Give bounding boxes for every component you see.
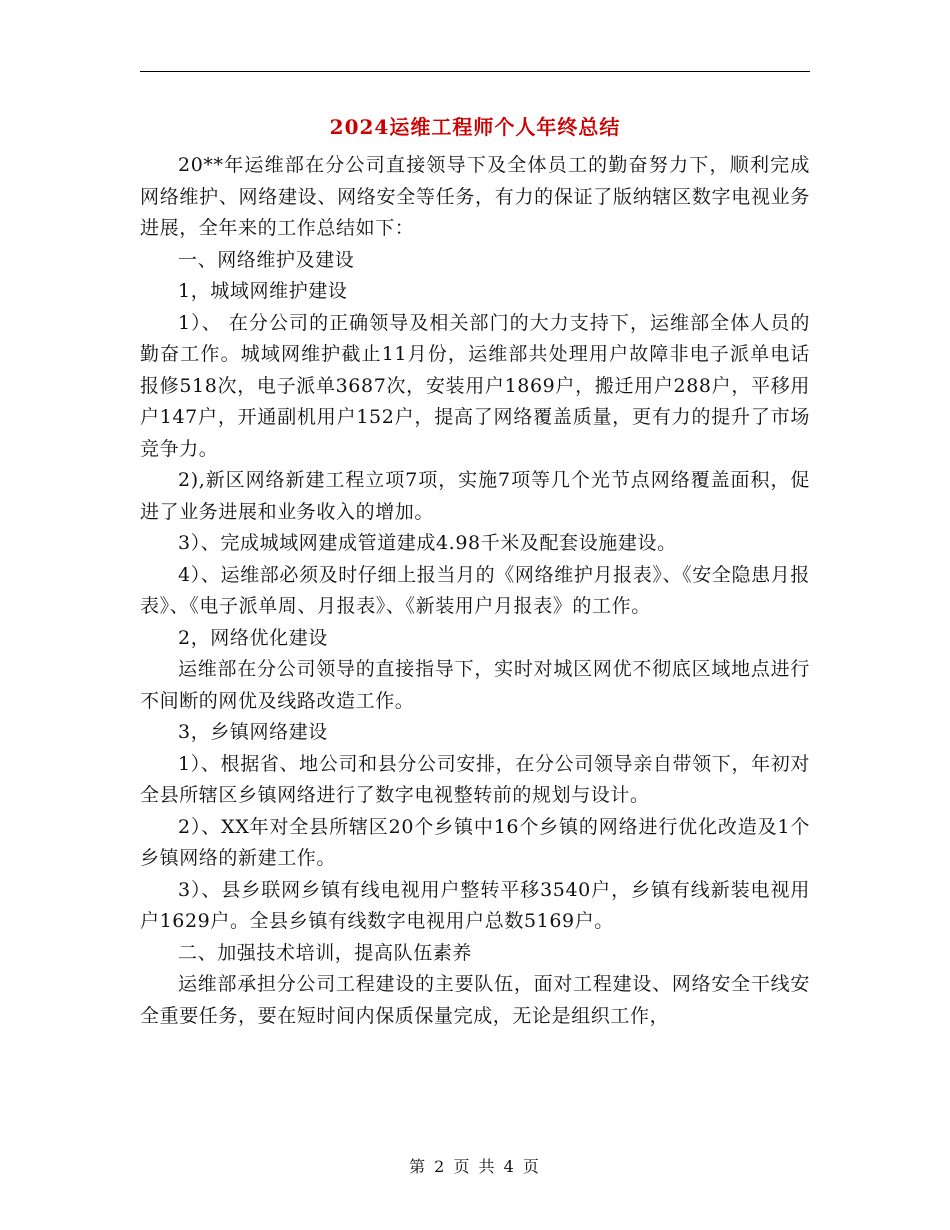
document-title: 2024运维工程师个人年终总结 <box>329 115 621 139</box>
paragraph-item: 2）、XX年对全县所辖区20个乡镇中16个乡镇的网络进行优化改造及1个乡镇网络的新建工作。 <box>140 815 810 869</box>
document-body <box>140 150 810 1032</box>
paragraph-item: 运维部在分公司领导的直接指导下，实时对城区网优不彻底区域地点进行不间断的网优及线路改造工作。 <box>140 658 810 712</box>
header-rule <box>140 71 810 72</box>
paragraph-item: 3）、完成城域网建成管道建成4.98千米及配套设施建设。 <box>178 532 677 554</box>
paragraph-item: 4）、运维部必须及时仔细上报当月的《网络维护月报表》、《安全隐患月报表》、《电子派单周、月报表》、《新装用户月报表》的工作。 <box>140 563 810 617</box>
section-heading-2: 二、加强技术培训，提高队伍素养 <box>178 941 473 964</box>
subsection-heading-3: 3，乡镇网络建设 <box>178 721 328 743</box>
subsection-heading-2: 2，网络优化建设 <box>178 626 328 649</box>
paragraph-item: 1）、 在分公司的正确领导及相关部门的大力支持下，运维部全体人员的勤奋工作。城域网维护截止11月份，运维部共处理用户故障非电子派单电话报修518次，电子派单3687次，安装用户1869户，搬迁用户288户，平移用户147户，开通副机用户152户，提高了网络覆盖质量，更有力的提升了市场竞争力。 <box>140 311 810 460</box>
paragraph-item: 3）、县乡联网乡镇有线电视用户整转平移3540户，乡镇有线新装电视用户1629户。全县乡镇有线数字电视用户总数5169户。 <box>140 878 810 932</box>
section-heading-1: 一、网络维护及建设 <box>178 248 355 271</box>
paragraph-item: 1）、根据省、地公司和县分公司安排，在分公司领导亲自带领下，年初对全县所辖区乡镇网络进行了数字电视整转前的规划与设计。 <box>140 752 810 806</box>
paragraph-intro: 20**年运维部在分公司直接领导下及全体员工的勤奋努力下，顺利完成网络维护、网络建设、网络安全等任务，有力的保证了版纳辖区数字电视业务进展，全年来的工作总结如下： <box>140 154 810 239</box>
paragraph-item: 2),新区网络新建工程立项7项，实施7项等几个光节点网络覆盖面积，促进了业务进展和业务收入的增加。 <box>140 469 810 523</box>
subsection-heading-1: 1，城域网维护建设 <box>178 280 348 302</box>
paragraph-item: 运维部承担分公司工程建设的主要队伍，面对工程建设、网络安全干线安全重要任务，要在短时间内保质保量完成，无论是组织工作， <box>140 973 810 1027</box>
page-number-footer: 第 2 页 共 4 页 <box>409 1157 541 1176</box>
